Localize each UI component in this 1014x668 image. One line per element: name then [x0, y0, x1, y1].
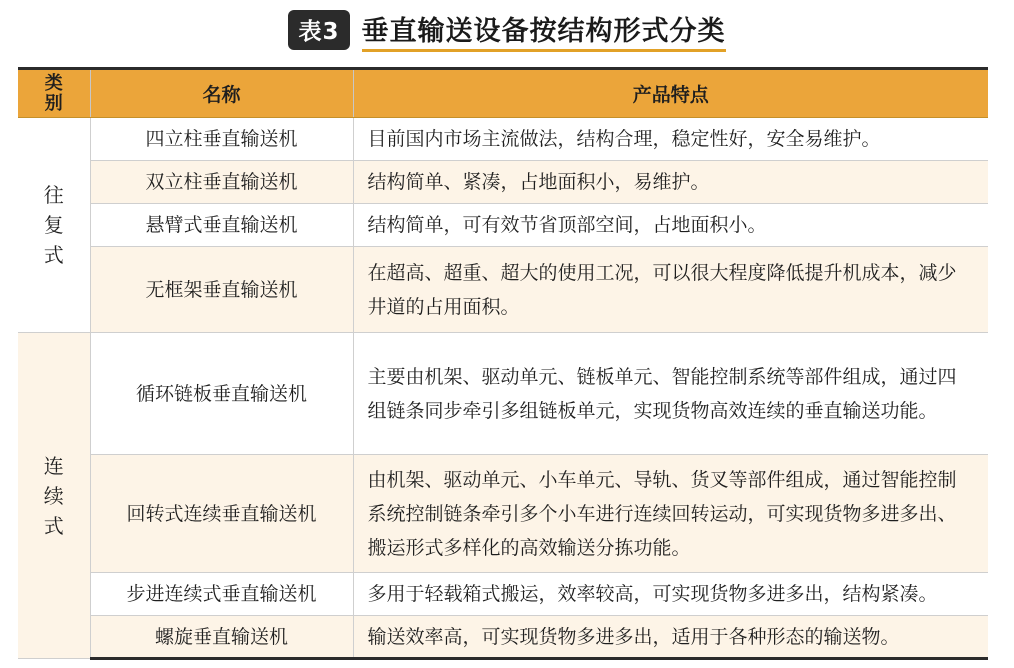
table-row — [18, 118, 988, 161]
table-row — [18, 455, 988, 573]
product-feature: 输送效率高，可实现货物多进多出，适用于各种形态的输送物。 — [353, 616, 988, 659]
product-name: 悬臂式垂直输送机 — [90, 204, 353, 247]
table-row — [18, 616, 988, 659]
category-cell-continuous — [18, 333, 90, 659]
product-feature: 主要由机架、驱动单元、链板单元、智能控制系统等部件组成，通过四组链条同步牵引多组链板单元，实现货物高效连续的垂直输送功能。 — [353, 333, 988, 455]
product-name: 步进连续式垂直输送机 — [90, 573, 353, 616]
product-feature: 结构简单、紧凑，占地面积小，易维护。 — [353, 161, 988, 204]
classification-table — [18, 67, 988, 660]
product-feature: 多用于轻载箱式搬运，效率较高，可实现货物多进多出，结构紧凑。 — [353, 573, 988, 616]
table-row — [18, 333, 988, 455]
table-caption — [0, 0, 1014, 60]
table-title: 垂直输送设备按结构形式分类 — [362, 9, 726, 52]
header-name: 名称 — [90, 69, 353, 118]
product-name: 螺旋垂直输送机 — [90, 616, 353, 659]
category-cell-reciprocating — [18, 118, 90, 333]
product-name: 四立柱垂直输送机 — [90, 118, 353, 161]
product-feature: 在超高、超重、超大的使用工况，可以很大程度降低提升机成本，减少井道的占用面积。 — [353, 247, 988, 333]
table-row — [18, 573, 988, 616]
table-row — [18, 247, 988, 333]
category-label: 连续式 — [43, 453, 64, 538]
product-name: 无框架垂直输送机 — [90, 247, 353, 333]
product-feature: 由机架、驱动单元、小车单元、导轨、货叉等部件组成，通过智能控制系统控制链条牵引多个小车进行连续回转运动，可实现货物多进多出、搬运形式多样化的高效输送分拣功能。 — [353, 455, 988, 573]
table-row — [18, 204, 988, 247]
category-label: 往复式 — [43, 183, 64, 267]
header-category-text: 类别 — [44, 72, 63, 114]
product-feature: 结构简单，可有效节省顶部空间，占地面积小。 — [353, 204, 988, 247]
product-feature: 目前国内市场主流做法，结构合理，稳定性好，安全易维护。 — [353, 118, 988, 161]
product-name: 循环链板垂直输送机 — [90, 333, 353, 455]
header-row — [18, 69, 988, 118]
header-category — [18, 69, 90, 118]
table-number-badge: 表3 — [288, 10, 349, 50]
product-name: 双立柱垂直输送机 — [90, 161, 353, 204]
table-row — [18, 161, 988, 204]
product-name: 回转式连续垂直输送机 — [90, 455, 353, 573]
header-features: 产品特点 — [353, 69, 988, 118]
